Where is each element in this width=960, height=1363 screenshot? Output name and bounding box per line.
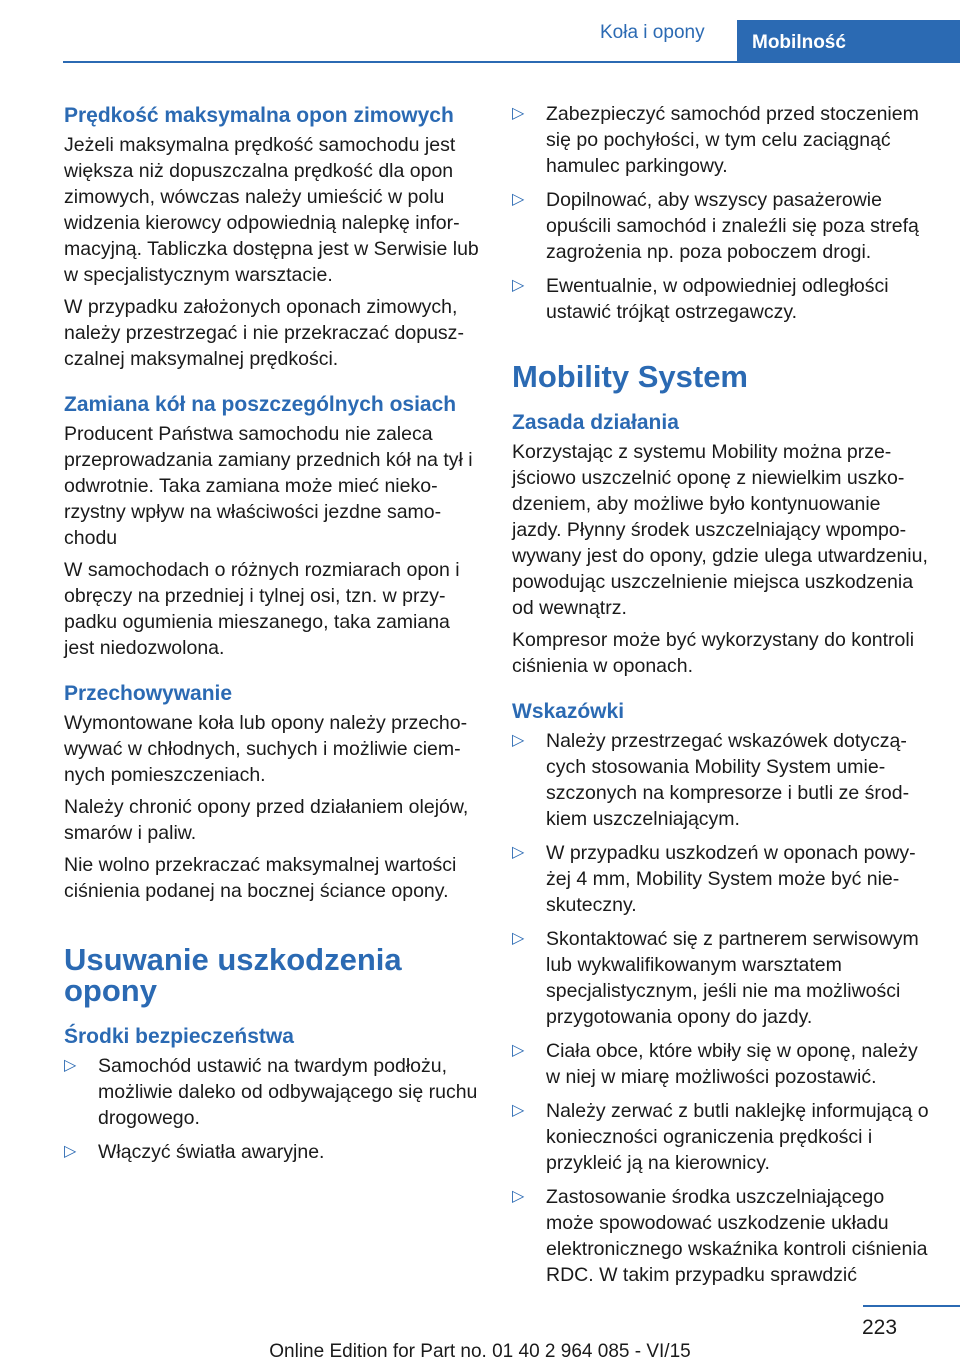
paragraph: W samochodach o różnych rozmiarach opon i obręczy na przedniej i tylnej osi, tzn. w przypadku ogumienia mieszanego, taka zamiana jest niedozwolona. (64, 559, 460, 659)
list-item (64, 1139, 480, 1165)
hints-list (512, 728, 932, 1288)
page-number: 223 (862, 1316, 898, 1339)
section-tab-label: Mobilność (752, 32, 846, 53)
section-title-tire-repair: Usuwanie uszkodzenia opony (64, 942, 402, 1008)
heading-principle: Zasada działania (512, 411, 679, 434)
bullet-triangle-icon: ▷ (512, 1042, 525, 1059)
bullet-triangle-icon: ▷ (512, 277, 525, 294)
bullet-triangle-icon: ▷ (512, 105, 525, 122)
list-item-text: Należy zerwać z butli naklejkę informującą o konieczności ograniczenia prędkości i przykleić ją na kierownicy. (546, 1100, 929, 1174)
bullet-triangle-icon: ▷ (512, 1188, 525, 1205)
list-item (512, 840, 932, 918)
edition-footer: Online Edition for Part no. 01 40 2 964 085 - VI/15 (269, 1341, 691, 1362)
list-item (512, 1098, 932, 1176)
list-item (512, 1038, 932, 1090)
bullet-triangle-icon: ▷ (512, 844, 525, 861)
list-item-text: Należy przestrzegać wskazówek dotyczących stosowania Mobility System umieszczonych na kompresorze i butli ze środkiem uszczelniającym. (546, 730, 910, 830)
list-item (512, 728, 932, 832)
paragraph: Wymontowane koła lub opony należy przechowywać w chłodnych, suchych i możliwie ciemnych pomieszczeniach. (64, 712, 468, 786)
heading-storage: Przechowywanie (64, 682, 233, 705)
list-item-text: Zabezpieczyć samochód przed stoczeniem się po pochyłości, w tym celu zaciągnąć hamulec parkingowy. (546, 103, 919, 177)
bullet-triangle-icon: ▷ (512, 191, 525, 208)
list-item (64, 1053, 480, 1131)
list-item (512, 187, 932, 265)
list-item-text: Ewentualnie, w odpowiedniej odległości ustawić trójkąt ostrzegawczy. (546, 275, 889, 323)
bullet-triangle-icon: ▷ (512, 930, 525, 947)
header-rule (63, 61, 960, 63)
paragraph: Kompresor może być wykorzystany do kontroli ciśnienia w oponach. (512, 629, 915, 677)
list-item (512, 1184, 932, 1288)
paragraph: Nie wolno przekraczać maksymalnej wartości ciśnienia podanej na bocznej ściance opony. (64, 854, 457, 902)
list-item-text: Skontaktować się z partnerem serwisowym lub wykwalifikowanym warsztatem specjalistycznym, jeśli nie ma możliwości przygotowania opony do jazdy. (546, 928, 919, 1028)
heading-max-speed: Prędkość maksymalna opon zimowych (64, 104, 454, 127)
section-title-mobility-system: Mobility System (512, 359, 748, 394)
list-item (512, 273, 932, 325)
heading-safety-measures: Środki bezpieczeństwa (64, 1025, 294, 1048)
paragraph: Należy chronić opony przed działaniem olejów, smarów i paliw. (64, 796, 469, 844)
paragraph: W przypadku założonych oponach zimowych, należy przestrzegać i nie przekraczać dopuszczalnej maksymalnej prędkości. (64, 296, 464, 370)
chapter-tab[interactable]: Koła i opony (600, 22, 705, 43)
list-item-text: Dopilnować, aby wszyscy pasażerowie opuścili samochód i znaleźli się poza strefą zagrożenia np. poza poboczem drogi. (546, 189, 919, 263)
list-item (512, 926, 932, 1030)
safety-list (64, 1053, 480, 1165)
paragraph: Jeżeli maksymalna prędkość samochodu jest większa niż dopuszczalna prędkość dla opon zimowych, wówczas należy umieścić w polu widzenia kierowcy odpowiednią nalepkę informacyjną. Tabliczka dostępna jest w Serwisie lub w specjalistycznym warsztacie. (64, 134, 479, 286)
bullet-triangle-icon: ▷ (64, 1057, 77, 1074)
safety-list-continued (512, 101, 932, 325)
right-column (512, 101, 932, 1296)
bullet-triangle-icon: ▷ (512, 732, 525, 749)
list-item-text: Ciała obce, które wbiły się w oponę, należy w niej w miarę możliwości pozostawić. (546, 1040, 918, 1088)
heading-wheel-swap: Zamiana kół na poszczególnych osiach (64, 393, 457, 416)
list-item-text: Samochód ustawić na twardym podłożu, możliwie daleko od odbywającego się ruchu drogowego. (98, 1055, 478, 1129)
left-column (64, 103, 480, 1173)
bullet-triangle-icon: ▷ (64, 1143, 77, 1160)
list-item-text: Włączyć światła awaryjne. (98, 1141, 325, 1163)
list-item (512, 101, 932, 179)
list-item-text: Zastosowanie środka uszczelniającego może spowodować uszkodzenie układu elektronicznego wskaźnika kontroli ciśnienia RDC. W takim przypadku sprawdzić (546, 1186, 928, 1286)
paragraph: Producent Państwa samochodu nie zaleca przeprowadzania zamiany przednich kół na tył i odwrotnie. Taka zamiana może mieć niekorzystny wpływ na właściwości jezdne samochodu (64, 423, 473, 549)
footer-rule (863, 1305, 960, 1307)
section-tab[interactable] (737, 20, 960, 63)
page-header (0, 0, 960, 63)
list-item-text: W przypadku uszkodzeń w oponach powyżej 4 mm, Mobility System może być nieskuteczny. (546, 842, 916, 916)
paragraph: Korzystając z systemu Mobility można przejściowo uszczelnić oponę z niewielkim uszkodzeniem, aby możliwe było kontynuowanie jazdy. Płynny środek uszczelniający wpompowywany jest do opony, gdzie ulega utwardzeniu, powodując uszczelnienie miejsca uszkodzenia od wewnątrz. (512, 441, 928, 619)
heading-hints: Wskazówki (512, 700, 625, 723)
bullet-triangle-icon: ▷ (512, 1102, 525, 1119)
